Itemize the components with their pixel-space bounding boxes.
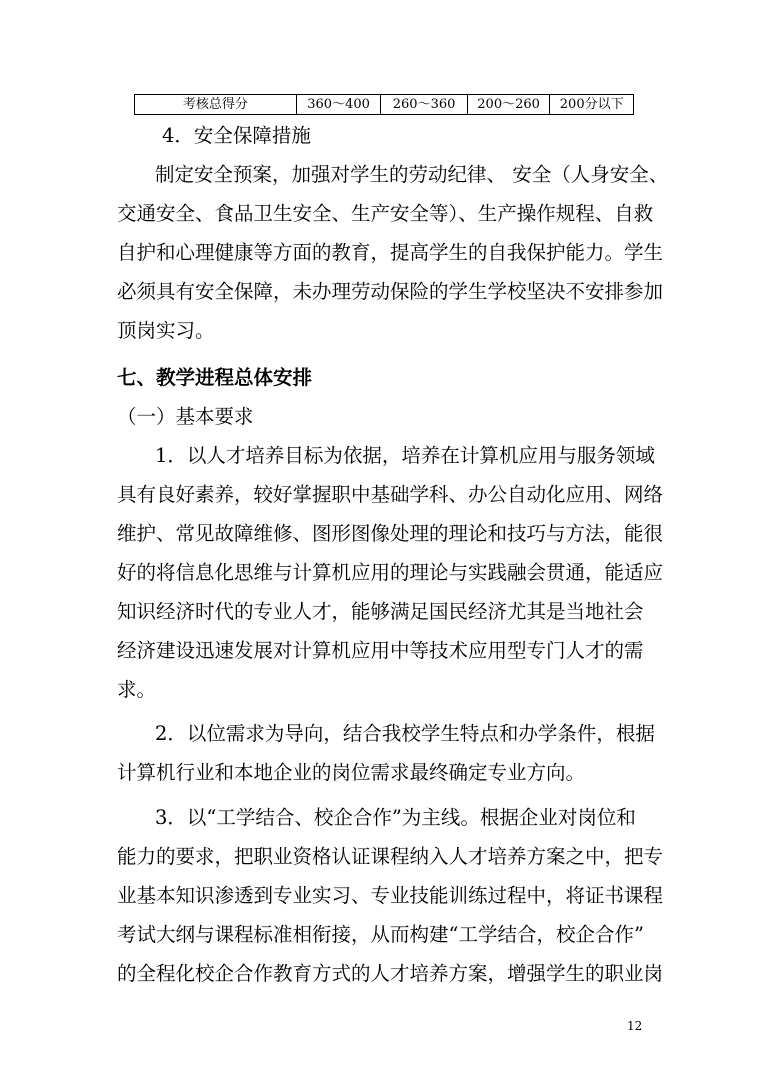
- chapter-title: 七、教学进程总体安排: [117, 366, 313, 389]
- paragraph-line: 计算机行业和本地企业的岗位需求最终确定专业方向。: [117, 761, 586, 784]
- paragraph-line: 具有良好素养，较好掌握职中基础学科、办公自动化应用、网络: [117, 483, 664, 506]
- table-cell: 360～400: [296, 95, 381, 115]
- section-4-title: 4．安全保障措施: [162, 124, 311, 147]
- subsection-title: （一）基本要求: [117, 405, 254, 428]
- paragraph-line: 的全程化校企合作教育方式的人才培养方案，增强学生的职业岗: [117, 962, 664, 985]
- table-cell: 260～360: [381, 95, 467, 115]
- paragraph-line: 考试大纲与课程标准相衔接，从而构建“工学结合，校企合作”: [117, 923, 644, 946]
- table-row: [135, 95, 634, 115]
- paragraph-line: 求。: [117, 678, 157, 701]
- paragraph-line: 经济建设迅速发展对计算机应用中等技术应用型专门人才的需: [117, 639, 644, 662]
- score-table: [134, 94, 634, 115]
- paragraph-line: 交通安全、食品卫生安全、生产安全等）、生产操作规程、自救: [117, 202, 654, 225]
- paragraph-line: 好的将信息化思维与计算机应用的理论与实践融会贯通，能适应: [117, 561, 664, 584]
- paragraph-line: 维护、常见故障维修、图形图像处理的理论和技巧与方法，能很: [117, 522, 664, 545]
- paragraph-line: 自护和心理健康等方面的教育，提高学生的自我保护能力。学生: [117, 241, 664, 264]
- paragraph-line: 业基本知识渗透到专业实习、专业技能训练过程中，将证书课程: [117, 884, 664, 907]
- paragraph-line: 1．以人才培养目标为依据，培养在计算机应用与服务领域: [155, 444, 655, 467]
- paragraph-line: 顶岗实习。: [117, 319, 215, 342]
- paragraph-line: 3．以“工学结合、校企合作”为主线。根据企业对岗位和: [155, 806, 636, 829]
- paragraph-line: 知识经济时代的专业人才，能够满足国民经济尤其是当地社会: [117, 600, 644, 623]
- page-number: 12: [627, 1019, 643, 1033]
- paragraph-line: 必须具有安全保障，未办理劳动保险的学生学校坚决不安排参加: [117, 280, 664, 303]
- table-cell: 200分以下: [550, 95, 634, 115]
- paragraph-line: 能力的要求，把职业资格认证课程纳入人才培养方案之中，把专: [117, 845, 664, 868]
- table-header-cell: 考核总得分: [135, 95, 297, 115]
- paragraph-line: 制定安全预案，加强对学生的劳动纪律、 安全（人身安全、: [155, 163, 669, 186]
- paragraph-line: 2．以位需求为导向，结合我校学生特点和办学条件，根据: [155, 722, 655, 745]
- table-cell: 200～260: [467, 95, 550, 115]
